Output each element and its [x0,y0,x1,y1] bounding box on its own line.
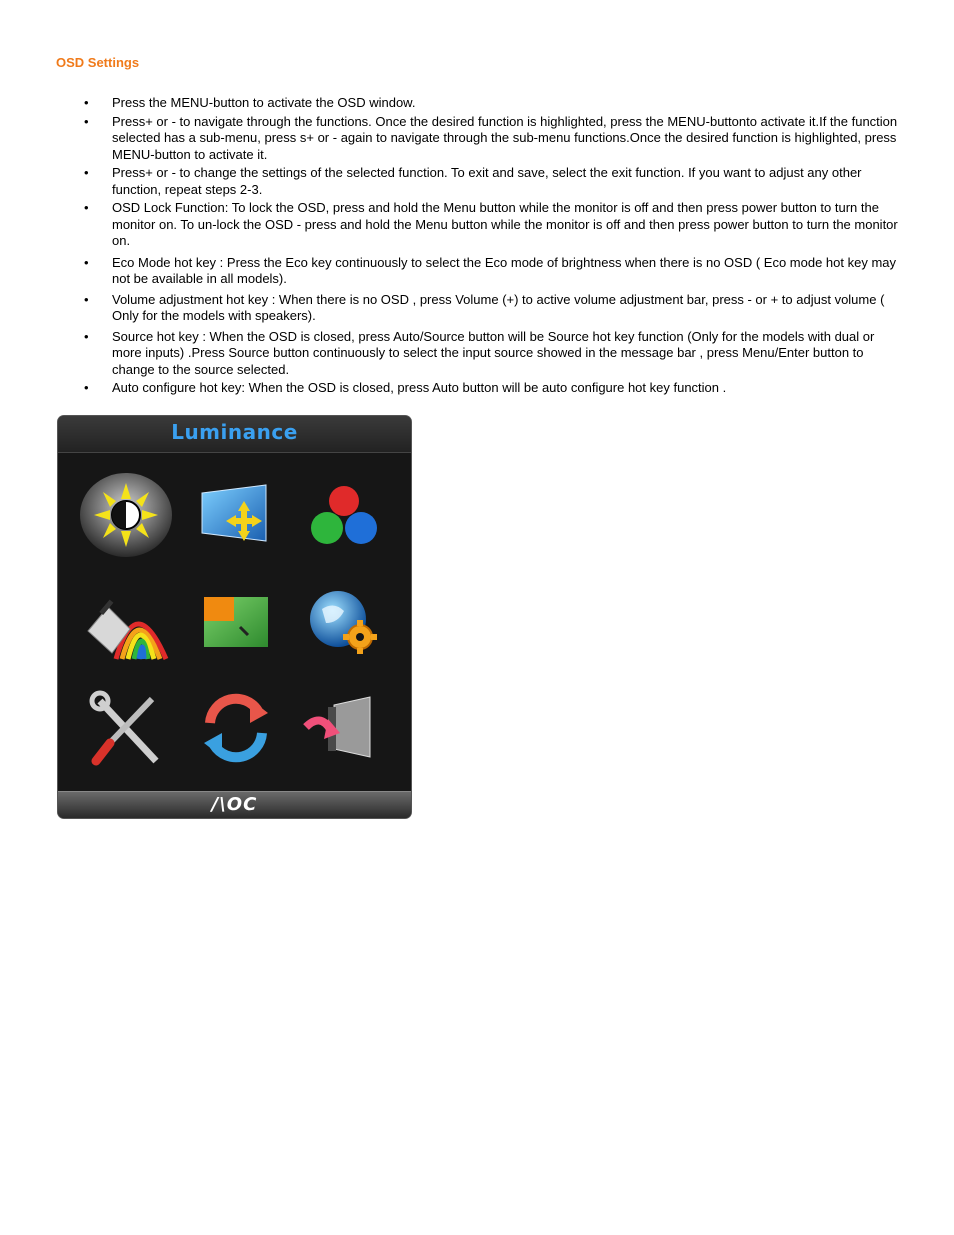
bullet-dot: • [84,291,89,307]
pip-icon [186,579,286,669]
list-item: • Source hot key : When the OSD is closed, press Auto/Source button will be Source hot key function (Only for the models with dual or more inputs) .Press Source button continuously to select the input source showed in the message bar , press Menu/Enter button to change to the source selected. [84,328,875,377]
osd-icon-grid [58,453,411,791]
list-item: • Eco Mode hot key : Press the Eco key continuously to select the Eco mode of brightness when there is no OSD ( Eco mode hot key may not be available in all models). [84,254,897,286]
picture-boost-icon [76,579,176,669]
aoc-logo: /\OC [211,794,258,815]
color-setup-icon [294,471,394,561]
osd-header [58,416,411,453]
list-item: • Press+ or - to navigate through the functions. Once the desired function is highlighted, press the MENU-buttonto activate it.If the function selected has a sub-menu, press s+ or - again to navigate through the sub-menu functions.Once the desired function is highlighted, press MENU-button to activate it. [84,113,898,162]
image-setup-icon [186,471,286,561]
section-heading: OSD Settings [56,55,140,70]
bullet-dot: • [84,380,89,395]
osd-title: Luminance [171,420,298,444]
osd-footer [58,791,411,818]
exit-icon [294,683,394,773]
factory-reset-icon [186,683,286,773]
list-item: • Auto configure hot key: When the OSD is closed, press Auto button will be auto configure hot key function . [84,380,727,395]
extra-icon [76,683,176,773]
list-item: • Press the MENU-button to activate the OSD window. [84,95,416,110]
luminance-icon [76,471,176,561]
bullet-dot: • [84,200,89,215]
instruction-list [84,95,899,399]
list-item: • Volume adjustment hot key : When there is no OSD , press Volume (+) to active volume adjustment bar, press - or + to adjust volume ( Only for the models with speakers). [84,291,885,323]
bullet-dot: • [84,95,89,110]
bullet-dot: • [84,254,89,270]
bullet-dot: • [84,165,89,180]
osd-setup-icon [294,579,394,669]
osd-menu-screenshot [58,416,411,818]
list-item: • Press+ or - to change the settings of the selected function. To exit and save, select the exit function. If you want to adjust any other function, repeat steps 2-3. [84,165,862,197]
bullet-dot: • [84,113,89,129]
list-item: • OSD Lock Function: To lock the OSD, press and hold the Menu button while the monitor is off and then press power button to turn the monitor on. To un-lock the OSD - press and hold the Menu button while the monitor is off and then press power button to turn the monitor on. [84,200,898,248]
bullet-dot: • [84,328,89,344]
